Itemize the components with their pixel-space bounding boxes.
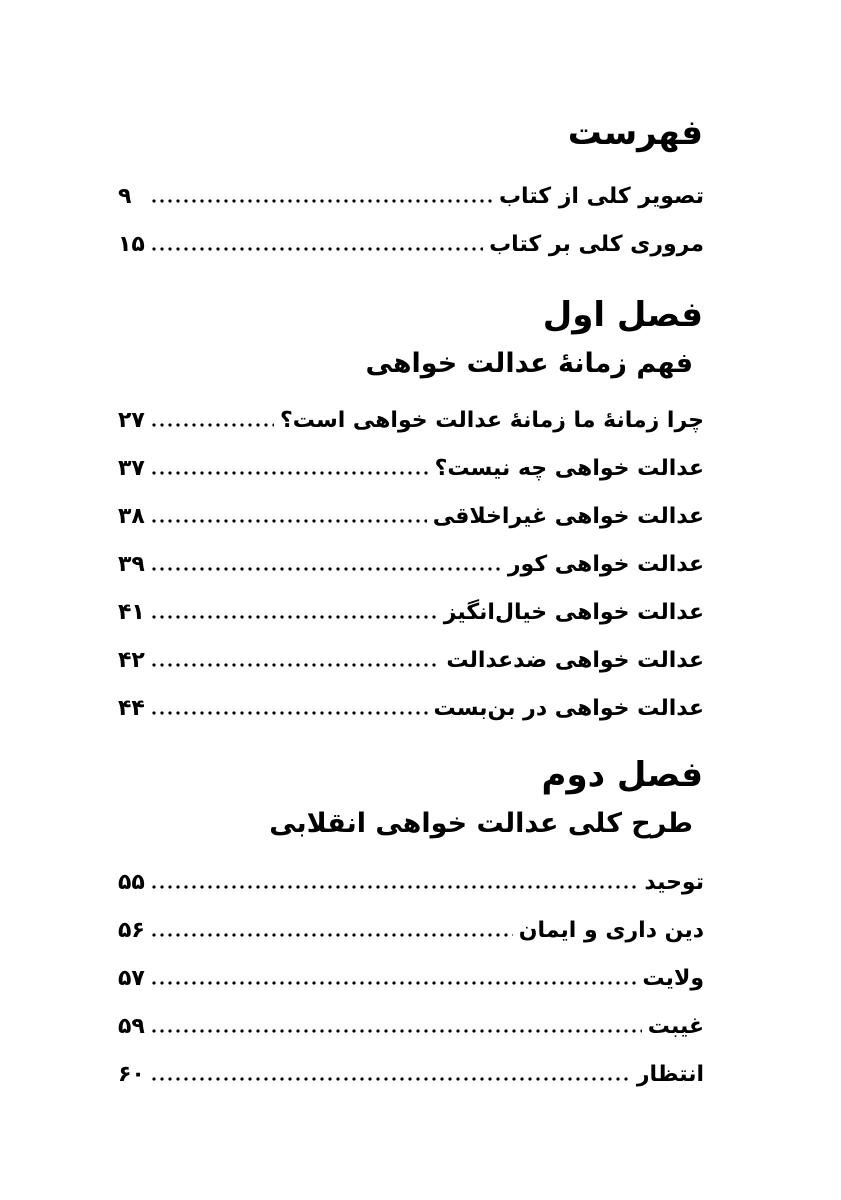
- toc-entry-page: ۹: [118, 183, 132, 209]
- toc-entry-label: عدالت خواهی چه نیست؟: [434, 455, 704, 481]
- toc-entry-label: عدالت خواهی خیال‌انگیز: [443, 599, 704, 625]
- toc-entry-label: غیبت: [647, 1013, 704, 1039]
- toc-entry-page: ۴۱: [118, 599, 145, 625]
- toc-entry[interactable]: [118, 914, 704, 946]
- dot-leader: [150, 1027, 642, 1035]
- dot-leader: [150, 517, 427, 525]
- toc-entry-page: ۵۶: [118, 917, 145, 943]
- toc-entry-label: دین داری و ایمان: [518, 917, 704, 943]
- toc-entry-page: ۳۷: [118, 455, 145, 481]
- dot-leader: [150, 661, 440, 669]
- toc-entry[interactable]: [118, 596, 704, 628]
- toc-entry-label: عدالت خواهی ضدعدالت: [446, 647, 704, 673]
- toc-entry[interactable]: [118, 180, 704, 212]
- chapter-1-subtitle: فهم زمانۀ عدالت خواهی: [365, 348, 693, 379]
- toc-entry-label: ولایت: [642, 965, 704, 991]
- dot-leader: [150, 565, 502, 573]
- toc-entry[interactable]: [118, 692, 704, 724]
- toc-title: فهرست: [567, 113, 703, 153]
- toc-entry-page: ۳۹: [118, 551, 145, 577]
- toc-entry-label: تصویر کلی از کتاب: [498, 183, 704, 209]
- toc-entry-page: ۶۰: [118, 1061, 145, 1087]
- toc-entry[interactable]: [118, 1058, 704, 1090]
- dot-leader: [150, 709, 428, 717]
- toc-entry[interactable]: [118, 644, 704, 676]
- toc-entry-label: انتظار: [636, 1061, 704, 1087]
- toc-entry-page: ۵۹: [118, 1013, 145, 1039]
- dot-leader: [150, 197, 493, 205]
- toc-entry-label: عدالت خواهی کور: [507, 551, 704, 577]
- toc-entry-page: ۴۴: [118, 695, 145, 721]
- dot-leader: [150, 421, 274, 429]
- dot-leader: [150, 613, 438, 621]
- toc-entry-label: عدالت خواهی در بن‌بست: [433, 695, 704, 721]
- toc-entry-label: عدالت خواهی غیراخلاقی: [432, 503, 704, 529]
- toc-entry[interactable]: [118, 1010, 704, 1042]
- toc-entry[interactable]: [118, 452, 704, 484]
- chapter-2-title: فصل دوم: [541, 755, 703, 795]
- dot-leader: [150, 931, 513, 939]
- toc-entry-page: ۴۲: [118, 647, 145, 673]
- toc-entry-label: چرا زمانۀ ما زمانۀ عدالت خواهی است؟: [280, 407, 704, 433]
- chapter-1-title: فصل اول: [542, 295, 703, 335]
- toc-entry-page: ۵۵: [118, 869, 145, 895]
- toc-entry-label: توحید: [644, 869, 704, 895]
- toc-entry[interactable]: [118, 404, 704, 436]
- dot-leader: [150, 469, 429, 477]
- chapter-2-subtitle: طرح کلی عدالت خواهی انقلابی: [269, 808, 693, 839]
- toc-entry[interactable]: [118, 866, 704, 898]
- toc-entry-label: مروری کلی بر کتاب: [489, 231, 704, 257]
- toc-entry[interactable]: [118, 500, 704, 532]
- dot-leader: [150, 883, 638, 891]
- dot-leader: [150, 1075, 631, 1083]
- dot-leader: [150, 245, 483, 253]
- toc-entry-page: ۲۷: [118, 407, 145, 433]
- toc-entry[interactable]: [118, 228, 704, 260]
- toc-entry[interactable]: [118, 548, 704, 580]
- toc-entry-page: ۳۸: [118, 503, 145, 529]
- toc-entry[interactable]: [118, 962, 704, 994]
- dot-leader: [150, 979, 636, 987]
- toc-entry-page: ۵۷: [118, 965, 145, 991]
- toc-entry-page: ۱۵: [118, 231, 145, 257]
